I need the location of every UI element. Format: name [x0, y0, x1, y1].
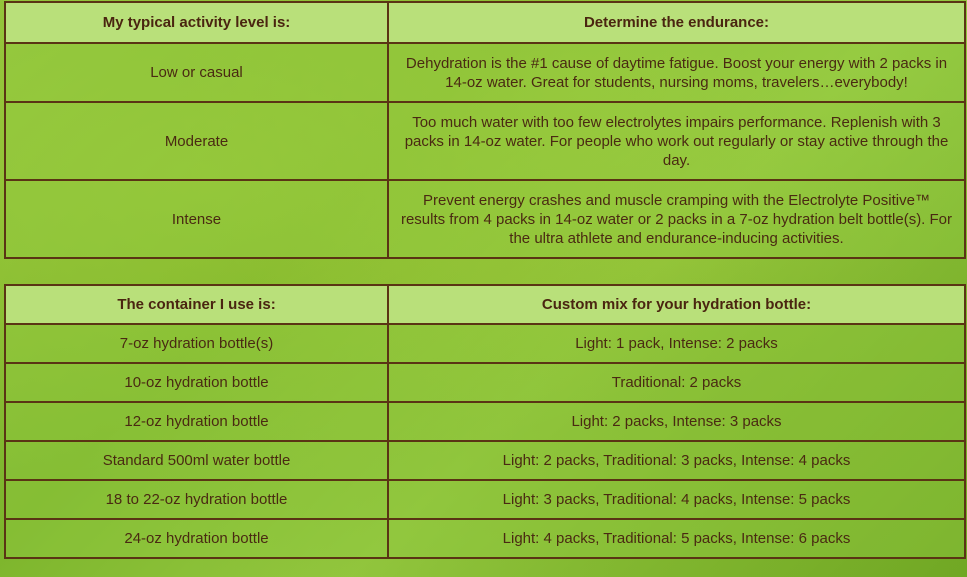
table-row	[5, 102, 965, 180]
mix-cell: Traditional: 2 packs	[388, 363, 965, 402]
activity-level-header: My typical activity level is:	[5, 2, 388, 43]
mix-cell: Light: 4 packs, Traditional: 5 packs, Intense: 6 packs	[388, 519, 965, 558]
container-cell: 12-oz hydration bottle	[5, 402, 388, 441]
activity-level-table	[4, 1, 966, 259]
table-row	[5, 363, 965, 402]
container-cell: 10-oz hydration bottle	[5, 363, 388, 402]
mix-cell: Light: 2 packs, Traditional: 3 packs, Intense: 4 packs	[388, 441, 965, 480]
container-cell: 18 to 22-oz hydration bottle	[5, 480, 388, 519]
table-row	[5, 43, 965, 102]
custom-mix-header: Custom mix for your hydration bottle:	[388, 285, 965, 324]
container-cell: 24-oz hydration bottle	[5, 519, 388, 558]
table-row	[5, 480, 965, 519]
container-cell: Standard 500ml water bottle	[5, 441, 388, 480]
table-row	[5, 324, 965, 363]
table-row	[5, 519, 965, 558]
table-row	[5, 441, 965, 480]
table-row	[5, 180, 965, 258]
container-header: The container I use is:	[5, 285, 388, 324]
endurance-description-cell: Prevent energy crashes and muscle cramping with the Electrolyte Positive™ results from 4 packs in 14-oz water or 2 packs in a 7-oz hydration belt bottle(s). For the ultra athlete and endurance-inducing activities.	[388, 180, 965, 258]
activity-level-cell: Intense	[5, 180, 388, 258]
container-cell: 7-oz hydration bottle(s)	[5, 324, 388, 363]
mix-cell: Light: 2 packs, Intense: 3 packs	[388, 402, 965, 441]
container-mix-table	[4, 284, 966, 559]
endurance-description-cell: Dehydration is the #1 cause of daytime fatigue. Boost your energy with 2 packs in 14-oz water. Great for students, nursing moms, travelers…everybody!	[388, 43, 965, 102]
activity-table-header-row	[5, 2, 965, 43]
endurance-description-cell: Too much water with too few electrolytes impairs performance. Replenish with 3 packs in 14-oz water. For people who work out regularly or stay active through the day.	[388, 102, 965, 180]
mix-cell: Light: 3 packs, Traditional: 4 packs, Intense: 5 packs	[388, 480, 965, 519]
table-row	[5, 402, 965, 441]
activity-level-cell: Moderate	[5, 102, 388, 180]
endurance-header: Determine the endurance:	[388, 2, 965, 43]
activity-level-cell: Low or casual	[5, 43, 388, 102]
container-table-header-row	[5, 285, 965, 324]
mix-cell: Light: 1 pack, Intense: 2 packs	[388, 324, 965, 363]
